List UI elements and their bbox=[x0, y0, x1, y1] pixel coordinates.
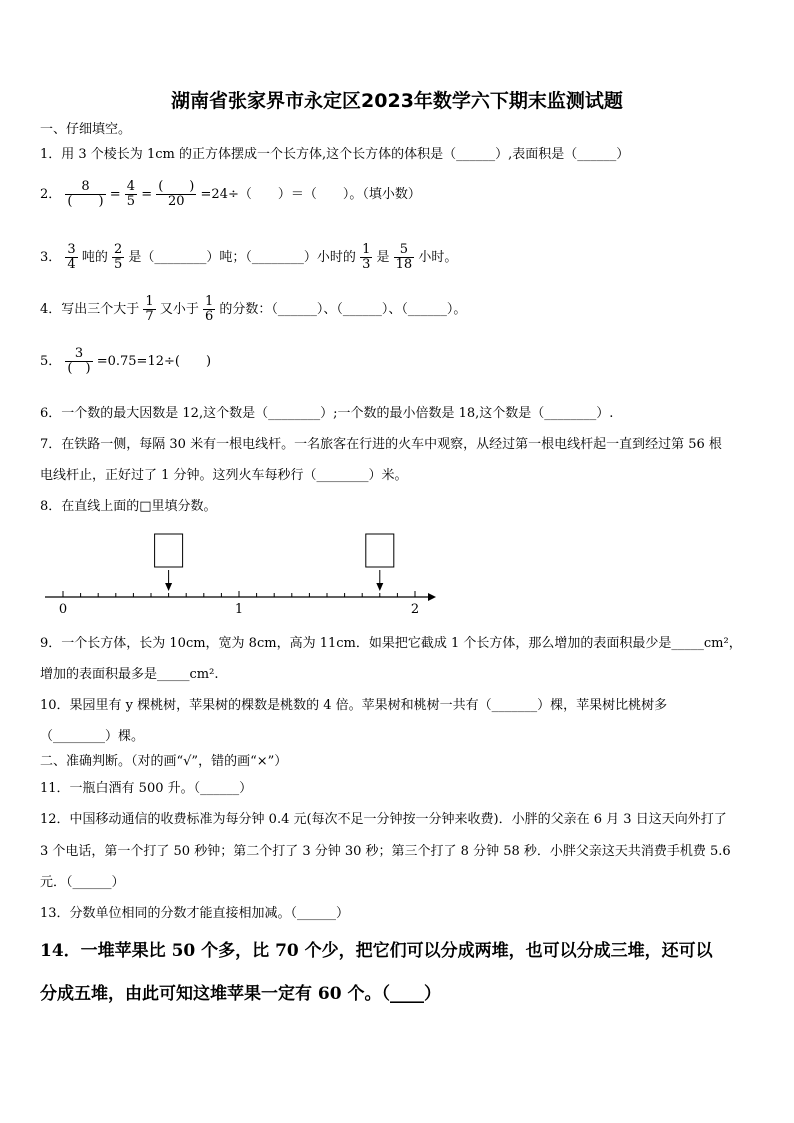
question-10-line-1: 10．果园里有 y 棵桃树，苹果树的棵数是桃数的 4 倍。苹果树和桃树一共有（_______）棵，苹果树比桃树多 bbox=[40, 698, 668, 713]
question-11: 11．一瓶白酒有 500 升。（______） bbox=[40, 781, 253, 796]
question-12-line-1: 12．中国移动通信的收费标准为每分钟 0.4 元(每次不足一分钟按一分钟来收费)．小胖的父亲在 6 月 3 日这天向外打了 bbox=[40, 812, 727, 827]
numerator: 5 bbox=[394, 243, 415, 258]
answer-box bbox=[155, 534, 183, 567]
question-number: 2． bbox=[40, 187, 62, 202]
tick-label: 2 bbox=[410, 602, 420, 617]
numerator: 1 bbox=[362, 242, 371, 257]
text: 是（________）吨；（________）小时的 bbox=[128, 250, 356, 265]
fraction bbox=[65, 347, 92, 376]
text: 的分数：（______）、（______）、（______）。 bbox=[219, 302, 467, 317]
arrow-down-icon bbox=[376, 583, 383, 591]
text: 是 bbox=[376, 250, 390, 265]
number-line-labels bbox=[59, 602, 419, 617]
numerator: 1 bbox=[205, 294, 214, 309]
page-title: 湖南省张家界市永定区2023年数学六下期末监测试题 bbox=[171, 90, 623, 112]
denominator: 5 bbox=[126, 194, 136, 209]
denominator: ( ) bbox=[67, 194, 104, 209]
question-12-line-3: 元．（______） bbox=[40, 875, 125, 890]
question-number: 5． bbox=[40, 354, 62, 369]
denominator: 18 bbox=[395, 257, 413, 272]
question-13: 13．分数单位相同的分数才能直接相加减。（______） bbox=[40, 906, 350, 921]
equals-sign: = bbox=[109, 187, 121, 202]
question-tail: =0.75=12÷( ) bbox=[96, 354, 212, 369]
question-7-line-2: 电线杆止，正好过了 1 分钟。这列火车每秒行（________）米。 bbox=[40, 468, 408, 483]
numerator: 2 bbox=[114, 242, 123, 257]
denominator: ( ) bbox=[67, 361, 91, 376]
question-9-line-2: 增加的表面积最多是_____cm². bbox=[40, 667, 219, 682]
question-12-line-2: 3 个电话，第一个打了 50 秒钟；第二个打了 3 分钟 30 秒；第三个打了 8 分钟 58 秒．小胖父亲这天共消费手机费 5.6 bbox=[40, 844, 731, 859]
question-tail: =24÷（ ）＝（ ）。（填小数） bbox=[200, 187, 421, 202]
denominator: 20 bbox=[168, 194, 185, 209]
question-7-line-1: 7．在铁路一侧，每隔 30 米有一根电线杆。一名旅客在行进的火车中观察，从经过第一根电线杆起一直到经过第 56 根 bbox=[40, 437, 722, 452]
number-line-diagram bbox=[40, 526, 440, 618]
question-1: 1．用 3 个棱长为 1cm 的正方体摆成一个长方体,这个长方体的体积是（______）,表面积是（______） bbox=[40, 147, 630, 162]
question-2 bbox=[40, 180, 421, 209]
question-9-line-1: 9．一个长方体，长为 10cm，宽为 8cm，高为 11cm．如果把它截成 1 个长方体，那么增加的表面积最少是_____cm²， bbox=[40, 636, 742, 651]
fraction bbox=[143, 295, 155, 324]
numerator: ( ) bbox=[158, 179, 195, 194]
question-8: 8．在直线上面的□里填分数。 bbox=[40, 499, 217, 514]
fraction bbox=[125, 180, 137, 209]
question-10-line-2: （________）棵。 bbox=[40, 729, 145, 744]
text: 吨的 bbox=[81, 250, 108, 265]
numerator: 1 bbox=[145, 294, 154, 309]
tick-label: 1 bbox=[234, 602, 244, 617]
denominator: 5 bbox=[114, 257, 123, 272]
fraction bbox=[360, 243, 372, 272]
fraction bbox=[394, 243, 415, 272]
text: 4．写出三个大于 bbox=[40, 302, 140, 317]
denominator: 7 bbox=[145, 309, 154, 324]
fraction bbox=[112, 243, 124, 272]
arrow-head-icon bbox=[428, 593, 436, 601]
fraction bbox=[203, 295, 215, 324]
number-line-ticks bbox=[63, 591, 415, 597]
question-4 bbox=[40, 295, 466, 324]
answer-box bbox=[366, 534, 394, 567]
question-14-line-1: 14．一堆苹果比 50 个多，比 70 个少，把它们可以分成两堆，也可以分成三堆，还可以 bbox=[40, 941, 713, 961]
question-number: 3． bbox=[40, 250, 62, 265]
question-6: 6．一个数的最大因数是 12,这个数是（________）;一个数的最小倍数是 18,这个数是（________）. bbox=[40, 406, 614, 421]
fraction bbox=[156, 180, 196, 209]
denominator: 3 bbox=[362, 257, 371, 272]
question-3 bbox=[40, 243, 457, 272]
fraction bbox=[65, 180, 105, 209]
question-14-line-2: 分成五堆，由此可知这堆苹果一定有 60 个。（____） bbox=[40, 984, 441, 1004]
tick-label: 0 bbox=[58, 602, 68, 617]
question-5 bbox=[40, 347, 211, 376]
arrow-down-icon bbox=[165, 583, 172, 591]
text: 又小于 bbox=[159, 302, 199, 317]
equals-sign: = bbox=[141, 187, 153, 202]
section-heading-1: 一、仔细填空。 bbox=[40, 122, 132, 137]
numerator: 4 bbox=[126, 179, 136, 194]
text: 小时。 bbox=[418, 250, 458, 265]
numerator: 3 bbox=[67, 242, 76, 257]
answer-boxes bbox=[155, 534, 394, 591]
numerator: 3 bbox=[65, 347, 92, 362]
denominator: 4 bbox=[67, 257, 76, 272]
numerator: 8 bbox=[65, 180, 105, 195]
section-heading-2: 二、准确判断。（对的画“√”，错的画“×”） bbox=[40, 754, 288, 769]
denominator: 6 bbox=[205, 309, 214, 324]
fraction bbox=[65, 243, 77, 272]
